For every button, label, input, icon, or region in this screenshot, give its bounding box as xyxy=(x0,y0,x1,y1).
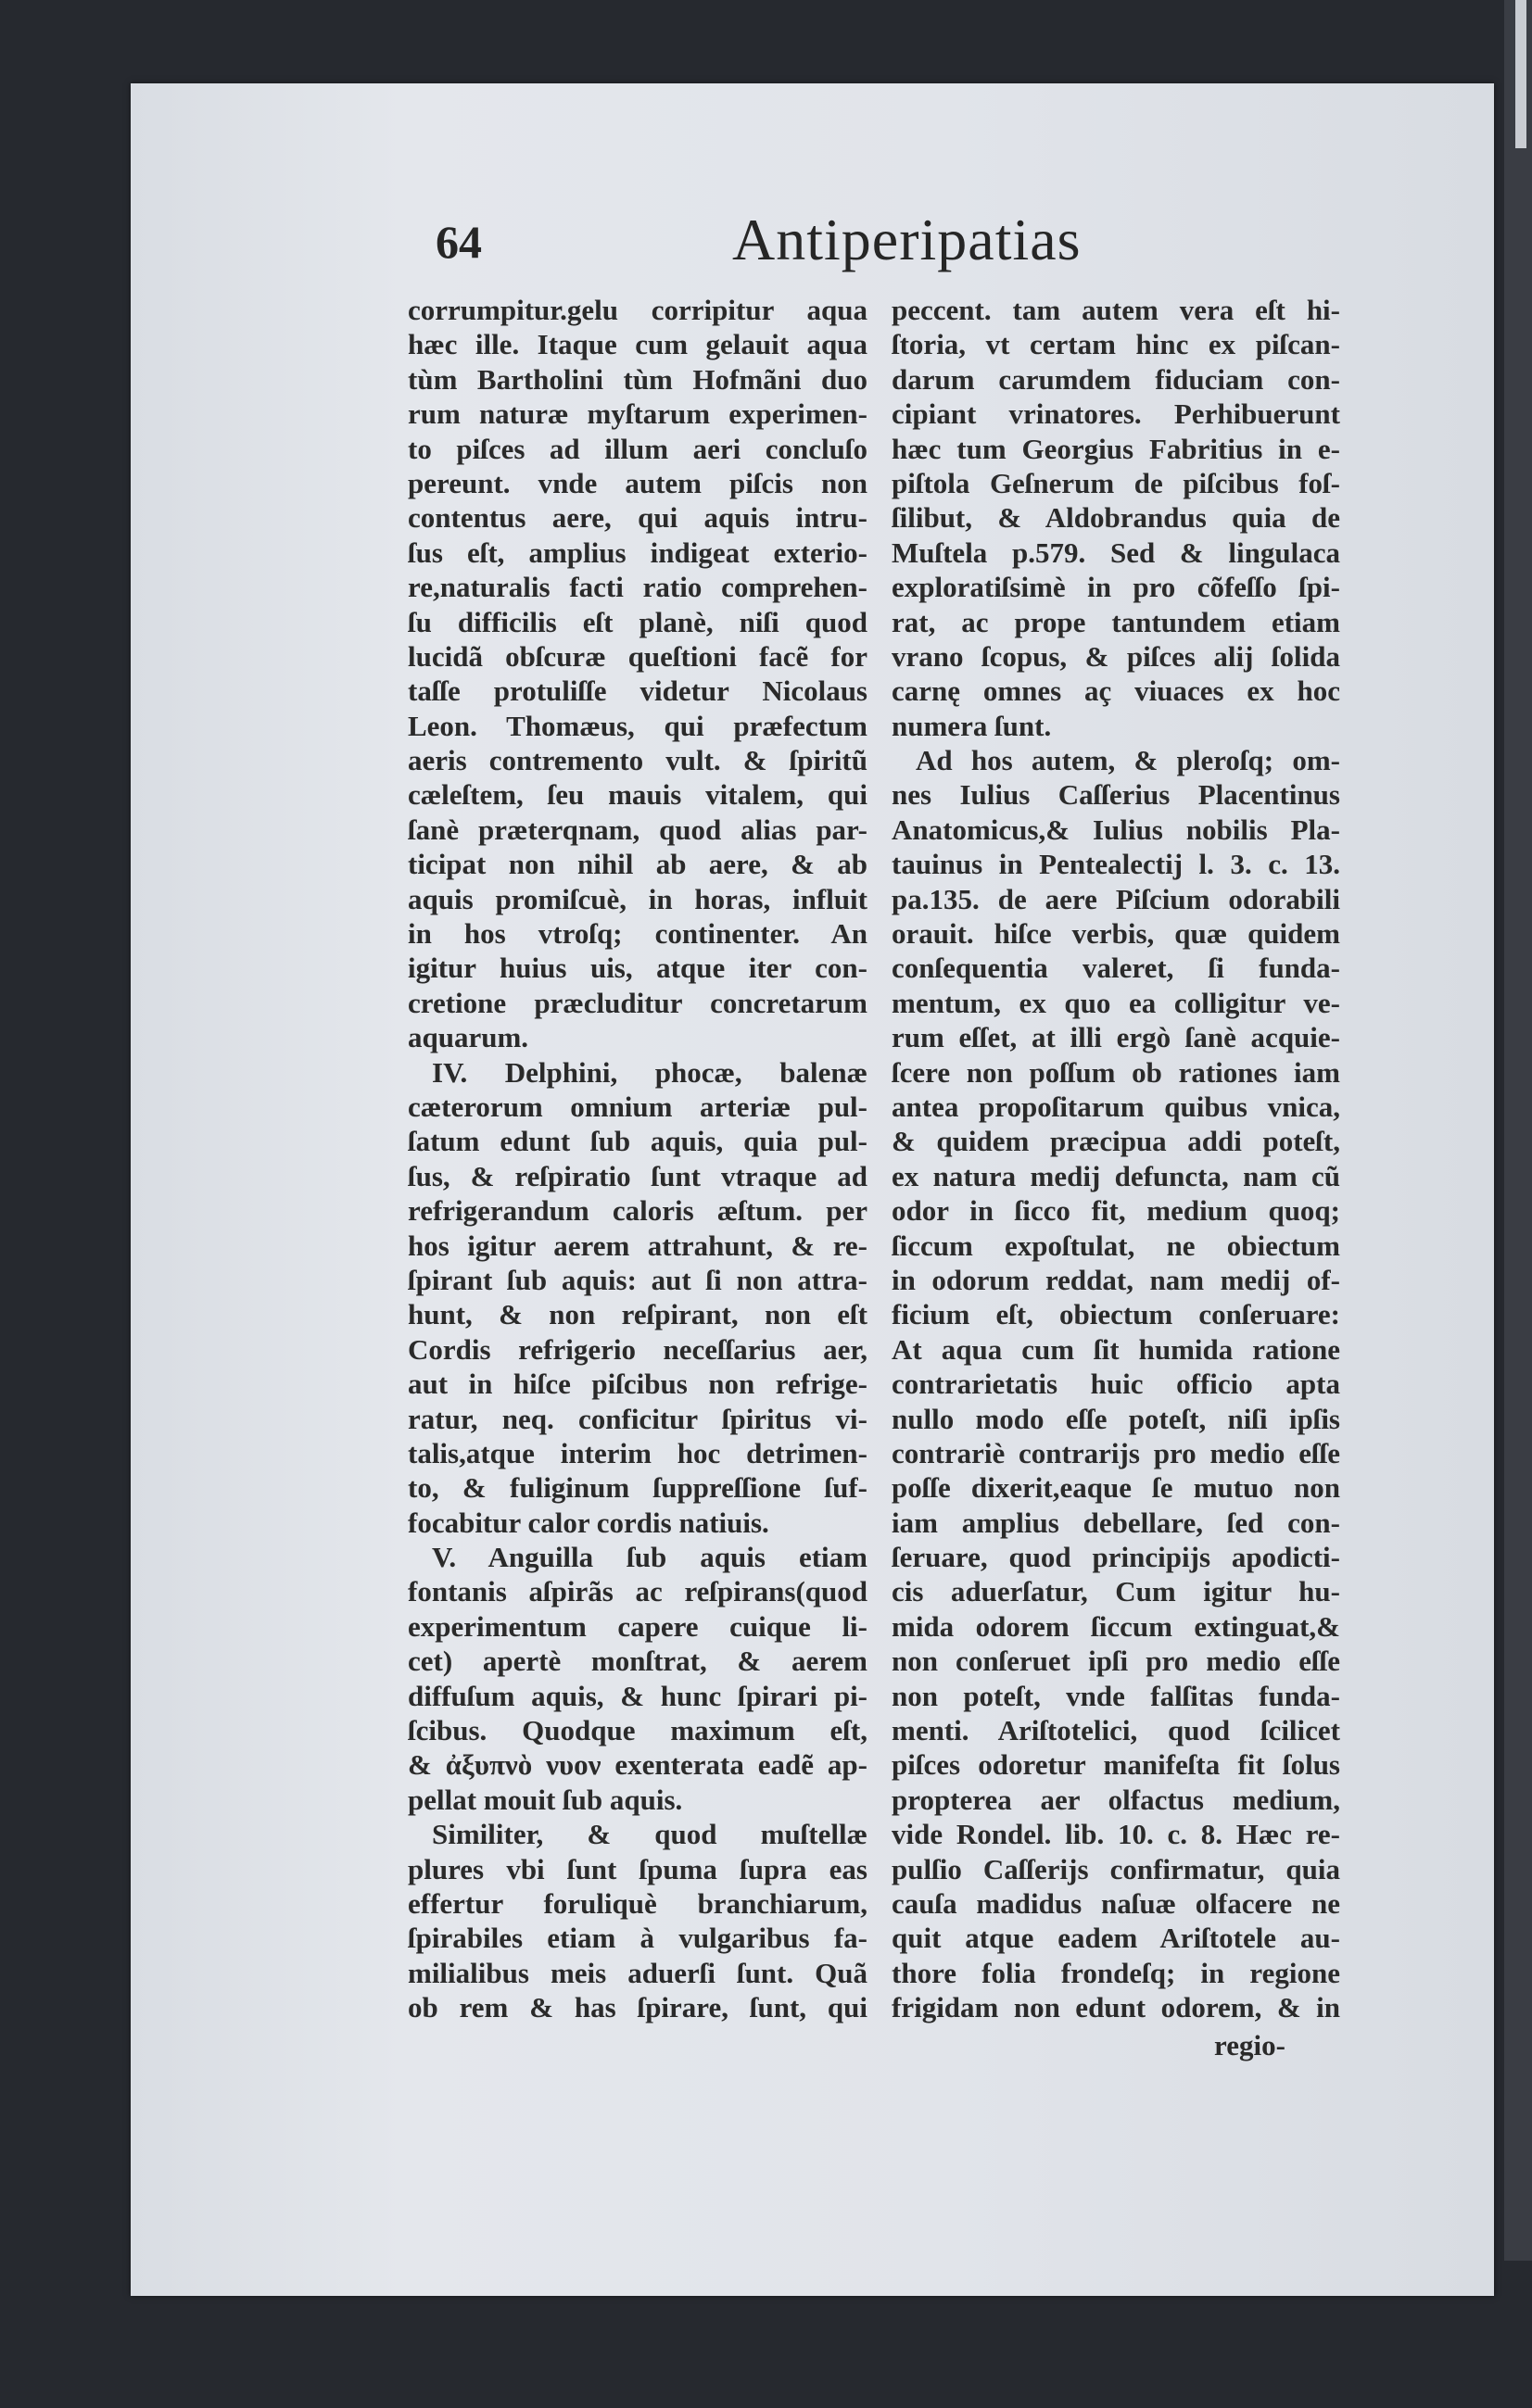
text-line: nes Iulius Caſſerius Placentinus xyxy=(892,778,1340,812)
text-line: piſces odoretur manifeſta fit ſolus xyxy=(892,1748,1340,1782)
text-line: Cordis refrigerio neceſſarius aer, xyxy=(408,1332,867,1366)
text-line: ſpirabiles etiam à vulgaribus fa- xyxy=(408,1922,867,1955)
text-line: aquarum. xyxy=(408,1021,529,1054)
text-line: propterea aer olfactus medium, xyxy=(892,1783,1340,1816)
text-line: darum carumdem fiduciam con- xyxy=(892,362,1340,396)
text-line: contentus aere, qui aquis intru- xyxy=(408,501,867,535)
text-line: piſtola Geſnerum de piſcibus foſ- xyxy=(892,466,1340,499)
catchword: regio- xyxy=(1214,2029,1285,2061)
text-line: rum naturæ myſtarum experimen- xyxy=(408,397,867,431)
text-line: Muſtela p.579. Sed & lingulaca xyxy=(892,536,1340,569)
text-line: tùm Bartholini tùm Hofmãni duo xyxy=(408,362,867,396)
text-line: vide Rondel. lib. 10. c. 8. Hæc re- xyxy=(892,1818,1340,1851)
text-line: ſcere non poſſum ob rationes iam xyxy=(892,1055,1340,1089)
text-line: IV. Delphini, phocæ, balenæ xyxy=(432,1055,867,1089)
text-line: thore folia frondeſq; in regione xyxy=(892,1956,1340,1989)
text-line: numera ſunt. xyxy=(892,709,1052,742)
text-line: ticipat non nihil ab aere, & ab xyxy=(408,848,867,881)
text-line: rum eſſet, at illi ergò ſanè acquie- xyxy=(892,1021,1340,1054)
text-line: contrariè contrarijs pro medio eſſe xyxy=(892,1436,1340,1469)
text-line: plures vbi ſunt ſpuma ſupra eas xyxy=(408,1852,867,1885)
text-line: carnę omnes aç viuaces ex hoc xyxy=(892,674,1340,708)
text-line: mida odorem ſiccum extinguat,& xyxy=(892,1609,1340,1643)
text-line: Similiter, & quod muſtellæ xyxy=(432,1818,867,1851)
text-line: ficium eſt, obiectum conſeruare: xyxy=(892,1298,1340,1331)
text-line: cæleſtem, ſeu mauis vitalem, qui xyxy=(408,778,867,812)
text-line: ſanè præterqnam, quod alias par- xyxy=(408,813,867,846)
text-line: pulſio Caſſerijs confirmatur, quia xyxy=(892,1852,1340,1885)
text-line: & quidem præcipua addi poteſt, xyxy=(892,1125,1340,1158)
text-line: odor in ſicco fit, medium quoq; xyxy=(892,1194,1340,1228)
text-line: cæterorum omnium arteriæ pul- xyxy=(408,1090,867,1123)
text-line: nullo modo eſſe poteſt, niſi ipſis xyxy=(892,1402,1340,1435)
text-line: rat, ac prope tantundem etiam xyxy=(892,605,1340,638)
text-line: orauit. hiſce verbis, quæ quidem xyxy=(892,917,1340,951)
text-line: in odorum reddat, nam medij of- xyxy=(892,1263,1340,1296)
text-line: ſus eſt, amplius indigeat exterio- xyxy=(408,536,867,569)
text-line: milialibus meis aduerſi ſunt. Quã xyxy=(408,1956,867,1989)
text-line: ſus, & reſpiratio ſunt vtraque ad xyxy=(408,1159,867,1192)
text-line: taſſe protuliſſe videtur Nicolaus xyxy=(408,674,867,708)
text-line: pereunt. vnde autem piſcis non xyxy=(408,466,867,499)
text-line: Anatomicus,& Iulius nobilis Pla- xyxy=(892,813,1340,846)
text-line: ex natura medij defuncta, nam cũ xyxy=(892,1159,1340,1192)
text-line: non poteſt, vnde falſitas funda- xyxy=(892,1679,1340,1712)
right-text-column xyxy=(892,293,1340,2025)
text-line: effertur foruliquè branchiarum, xyxy=(408,1886,867,1920)
text-line: hos igitur aerem attrahunt, & re- xyxy=(408,1229,867,1262)
text-line: in hos vtroſq; continenter. An xyxy=(408,917,867,951)
text-line: conſequentia valeret, ſi funda- xyxy=(892,952,1340,985)
text-line: vrano ſcopus, & piſces alij ſolida xyxy=(892,639,1340,673)
text-line: re,naturalis facti ratio comprehen- xyxy=(408,571,867,604)
text-line: At aqua cum ſit humida ratione xyxy=(892,1332,1340,1366)
text-line: ratur, neq. conficitur ſpiritus vi- xyxy=(408,1402,867,1435)
text-line: cretione præcluditur concretarum xyxy=(408,986,867,1019)
text-line: aut in hiſce piſcibus non refrige- xyxy=(408,1368,867,1401)
text-line: frigidam non edunt odorem, & in xyxy=(892,1991,1340,2024)
text-line: pellat mouit ſub aquis. xyxy=(408,1783,683,1816)
text-line: ſu difficilis eſt planè, niſi quod xyxy=(408,605,867,638)
text-line: exploratiſsimè in pro cõfeſſo ſpi- xyxy=(892,571,1340,604)
text-line: experimentum capere cuique li- xyxy=(408,1609,867,1643)
text-line: cet) apertè monſtrat, & aerem xyxy=(408,1645,867,1678)
text-line: iam amplius debellare, ſed con- xyxy=(892,1506,1340,1539)
text-line: quit atque eadem Ariſtotele au- xyxy=(892,1922,1340,1955)
text-line: hæc tum Georgius Fabritius in e- xyxy=(892,432,1340,465)
text-line: aeris contremento vult. & ſpiritũ xyxy=(408,744,867,777)
text-line: ſtoria, vt certam hinc ex piſcan- xyxy=(892,328,1340,361)
text-line: cauſa madidus naſuæ olfacere ne xyxy=(892,1886,1340,1920)
adjacent-page-edge xyxy=(1504,0,1532,2261)
text-line: ſcibus. Quodque maximum eſt, xyxy=(408,1714,867,1747)
text-line: pa.135. de aere Piſcium odorabili xyxy=(892,882,1340,915)
text-line: antea propoſitarum quibus vnica, xyxy=(892,1090,1340,1123)
text-line: corrumpitur.gelu corripitur aqua xyxy=(408,294,867,326)
text-line: talis,atque interim hoc detrimen- xyxy=(408,1436,867,1469)
text-line: ſilibut, & Aldobrandus quia de xyxy=(892,501,1340,535)
text-line: cipiant vrinatores. Perhibuerunt xyxy=(892,397,1340,431)
running-title: Antiperipatias xyxy=(732,207,1082,272)
text-line: igitur huius uis, atque iter con- xyxy=(408,952,867,985)
left-text-column xyxy=(408,293,867,2025)
text-line: fontanis aſpirãs ac reſpirans(quod xyxy=(408,1575,867,1608)
adjacent-page-strip xyxy=(1515,0,1526,148)
text-line: & ἀξυπνὸ νυον exenterata eadẽ ap- xyxy=(408,1748,867,1782)
text-line: to piſces ad illum aeri concluſo xyxy=(408,432,867,465)
text-line: lucidã obſcuræ queſtioni facẽ for xyxy=(408,639,867,673)
text-line: Leon. Thomæus, qui præfectum xyxy=(408,709,867,742)
text-line: aquis promiſcuè, in horas, influit xyxy=(408,882,867,915)
text-line: cis aduerſatur, Cum igitur hu- xyxy=(892,1575,1340,1608)
text-line: menti. Ariſtotelici, quod ſcilicet xyxy=(892,1714,1340,1747)
text-line: peccent. tam autem vera eſt hi- xyxy=(892,294,1340,326)
text-line: hæc ille. Itaque cum gelauit aqua xyxy=(408,328,867,361)
text-line: to, & fuliginum ſuppreſſione ſuf- xyxy=(408,1471,867,1505)
text-line: diffuſum aquis, & hunc ſpirari pi- xyxy=(408,1679,867,1712)
text-line: non conſeruet ipſi pro medio eſſe xyxy=(892,1645,1340,1678)
text-line: ſatum edunt ſub aquis, quia pul- xyxy=(408,1125,867,1158)
text-line: ſiccum expoſtulat, ne obiectum xyxy=(892,1229,1340,1262)
text-line: Ad hos autem, & pleroſq; om- xyxy=(916,744,1340,777)
text-line: hunt, & non reſpirant, non eſt xyxy=(408,1298,867,1331)
text-line: poſſe dixerit,eaque ſe mutuo non xyxy=(892,1471,1340,1505)
text-line: mentum, ex quo ea colligitur ve- xyxy=(892,986,1340,1019)
text-line: ob rem & has ſpirare, ſunt, qui xyxy=(408,1991,867,2024)
text-line: ſpirant ſub aquis: aut ſi non attra- xyxy=(408,1263,867,1296)
text-line: ſeruare, quod principijs apodicti- xyxy=(892,1541,1340,1574)
page-number: 64 xyxy=(436,216,482,268)
text-line: tauinus in Pentealectij l. 3. c. 13. xyxy=(892,848,1340,881)
text-line: focabitur calor cordis natiuis. xyxy=(408,1506,769,1539)
text-line: contrarietatis huic officio apta xyxy=(892,1368,1340,1401)
text-line: V. Anguilla ſub aquis etiam xyxy=(432,1541,867,1574)
text-line: refrigerandum caloris æſtum. per xyxy=(408,1194,867,1228)
